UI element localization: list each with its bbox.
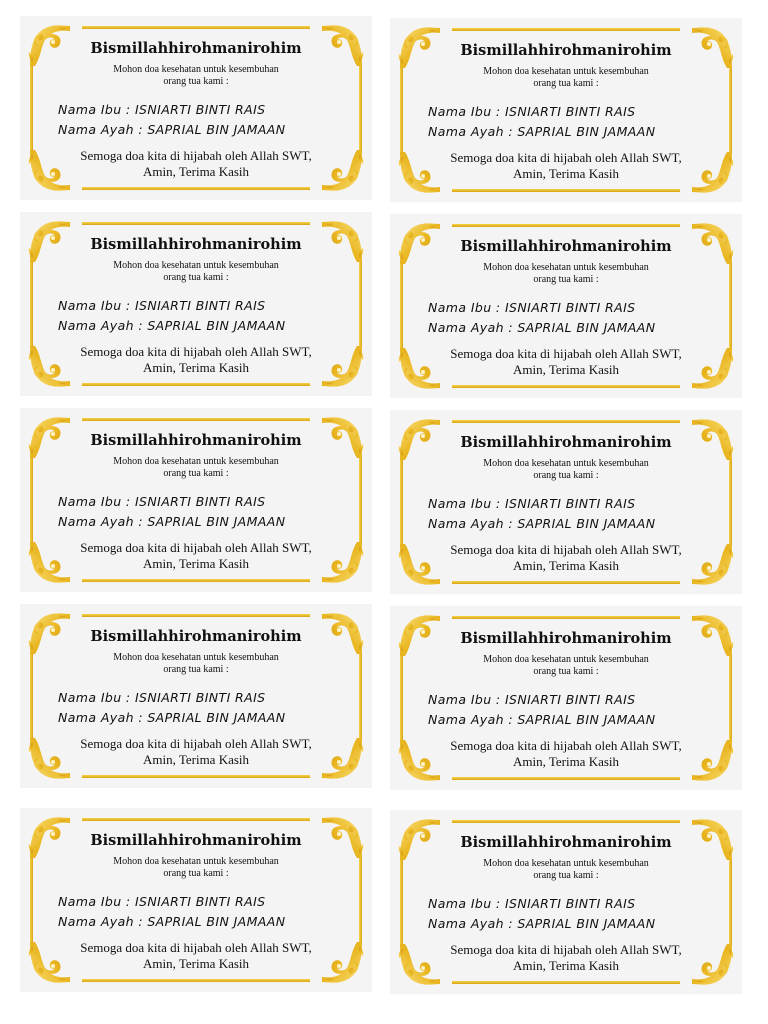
request-line-1: Mohon doa kesehatan untuk kesembuhan [113, 856, 279, 867]
mother-row [428, 298, 655, 318]
frame-top-line [82, 222, 310, 225]
closing-line-1: Semoga doa kita di hijabah oleh Allah SWT, [450, 738, 682, 753]
request-text [20, 456, 372, 480]
request-text [20, 856, 372, 880]
closing-text [20, 344, 372, 376]
prayer-card [390, 810, 742, 994]
closing-line-2: Amin, Terima Kasih [512, 166, 620, 181]
closing-line-1: Semoga doa kita di hijabah oleh Allah SWT, [80, 736, 312, 751]
mother-name: ISNIARTI BINTI RAIS [504, 300, 636, 315]
closing-line-2: Amin, Terima Kasih [142, 164, 250, 179]
card-title: Bismillahhirohmanirohim [460, 434, 672, 451]
father-row [58, 708, 285, 728]
mother-row [58, 296, 285, 316]
mother-label: Nama Ibu : [58, 894, 131, 909]
frame-bottom-line [452, 981, 680, 984]
mother-label: Nama Ibu : [58, 102, 131, 117]
mother-label: Nama Ibu : [58, 494, 131, 509]
mother-row [428, 894, 655, 914]
card-title: Bismillahhirohmanirohim [90, 40, 302, 57]
father-row [428, 318, 655, 338]
request-line-1: Mohon doa kesehatan untuk kesembuhan [483, 66, 649, 77]
closing-line-2: Amin, Terima Kasih [142, 956, 250, 971]
frame-bottom-line [82, 775, 310, 778]
request-line-2: orang tua kami : [163, 272, 229, 283]
request-text [20, 652, 372, 676]
card-title: Bismillahhirohmanirohim [90, 832, 302, 849]
mother-name: ISNIARTI BINTI RAIS [504, 896, 636, 911]
frame-bottom-line [82, 187, 310, 190]
closing-line-1: Semoga doa kita di hijabah oleh Allah SWT, [450, 150, 682, 165]
mother-label: Nama Ibu : [58, 298, 131, 313]
request-line-1: Mohon doa kesehatan untuk kesembuhan [113, 456, 279, 467]
father-label: Nama Ayah : [58, 122, 143, 137]
mother-label: Nama Ibu : [428, 300, 501, 315]
closing-line-1: Semoga doa kita di hijabah oleh Allah SWT, [450, 542, 682, 557]
parent-names [428, 690, 655, 730]
request-text [20, 64, 372, 88]
father-label: Nama Ayah : [428, 916, 513, 931]
closing-line-2: Amin, Terima Kasih [512, 558, 620, 573]
father-name: SAPRIAL BIN JAMAAN [517, 916, 656, 931]
frame-top-line [82, 26, 310, 29]
father-name: SAPRIAL BIN JAMAAN [147, 318, 286, 333]
mother-row [58, 892, 285, 912]
card-title: Bismillahhirohmanirohim [90, 236, 302, 253]
frame-top-line [452, 420, 680, 423]
frame-top-line [82, 614, 310, 617]
frame-bottom-line [452, 581, 680, 584]
frame-bottom-line [82, 383, 310, 386]
closing-text [20, 540, 372, 572]
mother-name: ISNIARTI BINTI RAIS [504, 496, 636, 511]
father-row [428, 710, 655, 730]
request-line-1: Mohon doa kesehatan untuk kesembuhan [113, 260, 279, 271]
mother-label: Nama Ibu : [428, 104, 501, 119]
card-title: Bismillahhirohmanirohim [460, 42, 672, 59]
request-line-2: orang tua kami : [533, 870, 599, 881]
father-row [428, 514, 655, 534]
mother-name: ISNIARTI BINTI RAIS [504, 692, 636, 707]
closing-line-1: Semoga doa kita di hijabah oleh Allah SWT, [80, 148, 312, 163]
father-label: Nama Ayah : [428, 320, 513, 335]
mother-name: ISNIARTI BINTI RAIS [504, 104, 636, 119]
father-row [58, 316, 285, 336]
mother-row [58, 492, 285, 512]
request-line-1: Mohon doa kesehatan untuk kesembuhan [113, 64, 279, 75]
closing-text [390, 942, 742, 974]
closing-line-2: Amin, Terima Kasih [512, 754, 620, 769]
closing-line-2: Amin, Terima Kasih [142, 556, 250, 571]
closing-text [20, 736, 372, 768]
request-line-1: Mohon doa kesehatan untuk kesembuhan [483, 262, 649, 273]
father-label: Nama Ayah : [428, 516, 513, 531]
father-label: Nama Ayah : [428, 712, 513, 727]
prayer-card [20, 604, 372, 788]
closing-line-1: Semoga doa kita di hijabah oleh Allah SWT, [450, 346, 682, 361]
prayer-card [390, 214, 742, 398]
request-line-2: orang tua kami : [163, 468, 229, 479]
request-line-2: orang tua kami : [533, 470, 599, 481]
frame-top-line [452, 820, 680, 823]
request-line-2: orang tua kami : [163, 868, 229, 879]
card-title: Bismillahhirohmanirohim [90, 628, 302, 645]
mother-label: Nama Ibu : [428, 896, 501, 911]
closing-line-2: Amin, Terima Kasih [142, 752, 250, 767]
prayer-card [390, 18, 742, 202]
mother-name: ISNIARTI BINTI RAIS [134, 298, 266, 313]
request-text [20, 260, 372, 284]
request-text [390, 858, 742, 882]
father-label: Nama Ayah : [58, 710, 143, 725]
request-line-2: orang tua kami : [533, 666, 599, 677]
father-name: SAPRIAL BIN JAMAAN [517, 712, 656, 727]
request-text [390, 66, 742, 90]
closing-line-1: Semoga doa kita di hijabah oleh Allah SWT, [80, 540, 312, 555]
father-name: SAPRIAL BIN JAMAAN [147, 914, 286, 929]
parent-names [428, 494, 655, 534]
closing-line-2: Amin, Terima Kasih [142, 360, 250, 375]
prayer-card [390, 410, 742, 594]
closing-text [390, 738, 742, 770]
father-row [58, 512, 285, 532]
father-name: SAPRIAL BIN JAMAAN [517, 320, 656, 335]
frame-bottom-line [452, 777, 680, 780]
card-title: Bismillahhirohmanirohim [90, 432, 302, 449]
father-name: SAPRIAL BIN JAMAAN [517, 124, 656, 139]
father-row [58, 120, 285, 140]
mother-row [58, 100, 285, 120]
closing-text [20, 148, 372, 180]
mother-label: Nama Ibu : [428, 692, 501, 707]
card-title: Bismillahhirohmanirohim [460, 238, 672, 255]
prayer-card [20, 16, 372, 200]
father-name: SAPRIAL BIN JAMAAN [147, 514, 286, 529]
prayer-card [20, 808, 372, 992]
frame-top-line [452, 28, 680, 31]
mother-name: ISNIARTI BINTI RAIS [134, 690, 266, 705]
frame-bottom-line [452, 385, 680, 388]
frame-top-line [82, 418, 310, 421]
father-row [58, 912, 285, 932]
mother-name: ISNIARTI BINTI RAIS [134, 494, 266, 509]
mother-name: ISNIARTI BINTI RAIS [134, 102, 266, 117]
request-line-1: Mohon doa kesehatan untuk kesembuhan [483, 858, 649, 869]
request-line-2: orang tua kami : [163, 664, 229, 675]
parent-names [428, 298, 655, 338]
frame-bottom-line [82, 579, 310, 582]
request-line-1: Mohon doa kesehatan untuk kesembuhan [483, 654, 649, 665]
request-text [390, 262, 742, 286]
prayer-card [20, 408, 372, 592]
request-line-1: Mohon doa kesehatan untuk kesembuhan [113, 652, 279, 663]
father-label: Nama Ayah : [58, 914, 143, 929]
closing-text [20, 940, 372, 972]
frame-top-line [82, 818, 310, 821]
request-line-2: orang tua kami : [163, 76, 229, 87]
parent-names [428, 894, 655, 934]
request-line-1: Mohon doa kesehatan untuk kesembuhan [483, 458, 649, 469]
parent-names [58, 892, 285, 932]
mother-row [428, 102, 655, 122]
prayer-card [20, 212, 372, 396]
father-label: Nama Ayah : [428, 124, 513, 139]
mother-row [428, 690, 655, 710]
parent-names [58, 688, 285, 728]
mother-row [428, 494, 655, 514]
closing-text [390, 346, 742, 378]
mother-name: ISNIARTI BINTI RAIS [134, 894, 266, 909]
card-title: Bismillahhirohmanirohim [460, 834, 672, 851]
request-text [390, 458, 742, 482]
parent-names [428, 102, 655, 142]
mother-label: Nama Ibu : [428, 496, 501, 511]
closing-line-2: Amin, Terima Kasih [512, 958, 620, 973]
card-title: Bismillahhirohmanirohim [460, 630, 672, 647]
parent-names [58, 296, 285, 336]
frame-bottom-line [82, 979, 310, 982]
closing-text [390, 150, 742, 182]
request-line-2: orang tua kami : [533, 78, 599, 89]
frame-bottom-line [452, 189, 680, 192]
father-name: SAPRIAL BIN JAMAAN [517, 516, 656, 531]
closing-line-1: Semoga doa kita di hijabah oleh Allah SWT, [450, 942, 682, 957]
father-row [428, 914, 655, 934]
closing-line-1: Semoga doa kita di hijabah oleh Allah SWT, [80, 344, 312, 359]
prayer-card [390, 606, 742, 790]
closing-line-1: Semoga doa kita di hijabah oleh Allah SWT, [80, 940, 312, 955]
father-row [428, 122, 655, 142]
father-label: Nama Ayah : [58, 318, 143, 333]
father-name: SAPRIAL BIN JAMAAN [147, 122, 286, 137]
request-text [390, 654, 742, 678]
closing-line-2: Amin, Terima Kasih [512, 362, 620, 377]
mother-label: Nama Ibu : [58, 690, 131, 705]
father-name: SAPRIAL BIN JAMAAN [147, 710, 286, 725]
frame-top-line [452, 224, 680, 227]
closing-text [390, 542, 742, 574]
parent-names [58, 100, 285, 140]
mother-row [58, 688, 285, 708]
frame-top-line [452, 616, 680, 619]
father-label: Nama Ayah : [58, 514, 143, 529]
parent-names [58, 492, 285, 532]
request-line-2: orang tua kami : [533, 274, 599, 285]
